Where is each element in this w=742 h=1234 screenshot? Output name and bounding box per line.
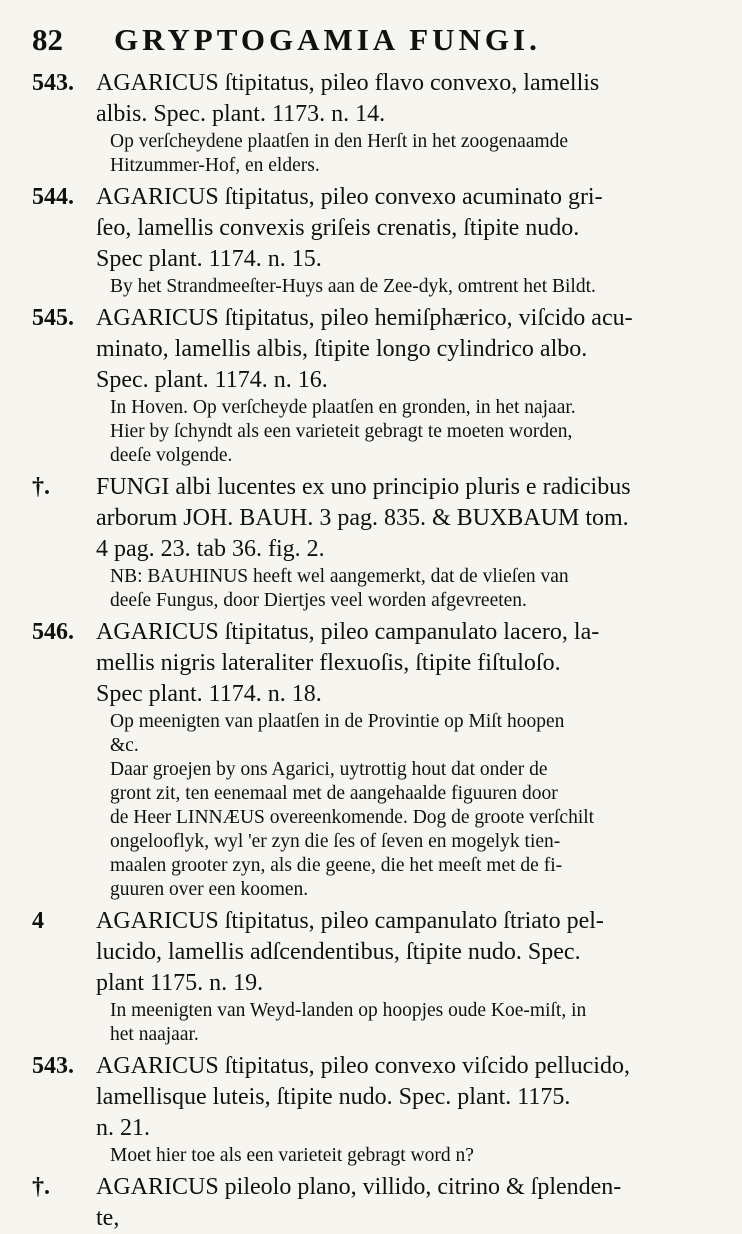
note-line: maalen grooter zyn, als die geene, die het meeſt met de fi- — [110, 855, 563, 876]
note-line: guuren over een koomen. — [110, 879, 309, 900]
entry-number: 4 — [32, 908, 44, 934]
entry-line: lamellisque luteis, ſtipite nudo. Spec. plant. 1175. — [96, 1084, 571, 1110]
entry-line: mellis nigris lateraliter flexuoſis, ſtipite fiſtuloſo. — [96, 650, 561, 676]
species-entry — [32, 617, 698, 710]
entry-note — [32, 999, 698, 1047]
entry-note — [32, 565, 698, 613]
species-entry — [32, 472, 698, 565]
entry-note — [32, 396, 698, 468]
entry-number: 543. — [32, 70, 74, 96]
entry-number: †. — [32, 474, 50, 500]
note-line: deeſe volgende. — [110, 445, 233, 466]
entry-line: plant 1175. n. 19. — [96, 970, 264, 996]
entry-line: n. 21. — [96, 1115, 150, 1141]
entry-line: arborum JOH. BAUH. 3 pag. 835. & BUXBAUM tom. — [96, 505, 629, 531]
species-entry — [32, 1172, 698, 1234]
entry-note — [32, 130, 698, 178]
species-entry — [32, 1051, 698, 1144]
entry-line: te, — [96, 1205, 120, 1231]
entry-number: 543. — [32, 1053, 74, 1079]
entry-number: 545. — [32, 305, 74, 331]
entry-line: Spec plant. 1174. n. 18. — [96, 681, 322, 707]
entry-line: FUNGI albi lucentes ex uno principio pluris e radicibus — [96, 474, 631, 500]
entry-number: 546. — [32, 619, 74, 645]
entry-line: AGARICUS ſtipitatus, pileo campanulato ſtriato pel- — [96, 908, 604, 934]
note-line: deeſe Fungus, door Diertjes veel worden afgevreeten. — [110, 590, 527, 611]
entry-line: AGARICUS ſtipitatus, pileo flavo convexo, lamellis — [96, 70, 600, 96]
note-line: &c. — [110, 735, 139, 756]
entry-line: ſeo, lamellis convexis griſeis crenatis, ſtipite nudo. — [96, 215, 580, 241]
entry-number: 544. — [32, 184, 74, 210]
note-line: gront zit, ten eenemaal met de aangehaalde figuuren door — [110, 783, 558, 804]
entry-note — [32, 1144, 698, 1168]
entry-line: lucido, lamellis adſcendentibus, ſtipite nudo. Spec. — [96, 939, 581, 965]
entries-list — [32, 68, 698, 1234]
entry-line: AGARICUS ſtipitatus, pileo convexo viſcido pellucido, — [96, 1053, 630, 1079]
note-line: Daar groejen by ons Agarici, uytrottig hout dat onder de — [110, 759, 548, 780]
entry-note — [32, 275, 698, 299]
note-line: Hier by ſchyndt als een varieteit gebragt te moeten worden, — [110, 421, 573, 442]
entry-line: AGARICUS ſtipitatus, pileo convexo acuminato gri- — [96, 184, 603, 210]
species-entry — [32, 182, 698, 275]
species-entry — [32, 906, 698, 999]
entry-number: †. — [32, 1174, 50, 1200]
entry-line: Spec plant. 1174. n. 15. — [96, 246, 322, 272]
entry-line: minato, lamellis albis, ſtipite longo cylindrico albo. — [96, 336, 588, 362]
note-line: Op meenigten van plaatſen in de Provintie op Miſt hoopen — [110, 711, 565, 732]
note-line: Moet hier toe als een varieteit gebragt word n? — [110, 1145, 474, 1166]
note-line: Op verſcheydene plaatſen in den Herſt in het zoogenaamde — [110, 131, 569, 152]
page-number: 82 — [32, 22, 63, 57]
entry-line: AGARICUS ſtipitatus, pileo campanulato lacero, la- — [96, 619, 600, 645]
note-line: In Hoven. Op verſcheyde plaatſen en gronden, in het najaar. — [110, 397, 576, 418]
note-line: Hitzummer-Hof, en elders. — [110, 155, 320, 176]
note-line: By het Strandmeeſter-Huys aan de Zee-dyk, omtrent het Bildt. — [110, 276, 596, 297]
entry-note — [32, 710, 698, 902]
note-line: de Heer LINNÆUS overeenkomende. Dog de groote verſchilt — [110, 807, 595, 828]
note-line: ongelooflyk, wyl 'er zyn die ſes of ſeven en mogelyk tien- — [110, 831, 561, 852]
running-header — [32, 22, 698, 58]
running-title: GRYPTOGAMIA FUNGI. — [114, 22, 541, 57]
note-line: NB: BAUHINUS heeft wel aangemerkt, dat de vlieſen van — [110, 566, 569, 587]
species-entry — [32, 303, 698, 396]
species-entry — [32, 68, 698, 130]
entry-line: albis. Spec. plant. 1173. n. 14. — [96, 101, 386, 127]
note-line: het naajaar. — [110, 1024, 199, 1045]
note-line: In meenigten van Weyd-landen op hoopjes oude Koe-miſt, in — [110, 1000, 587, 1021]
entry-line: 4 pag. 23. tab 36. fig. 2. — [96, 536, 325, 562]
entry-line: Spec. plant. 1174. n. 16. — [96, 367, 328, 393]
entry-line: AGARICUS pileolo plano, villido, citrino & ſplenden- — [96, 1174, 622, 1200]
entry-line: AGARICUS ſtipitatus, pileo hemiſphærico, viſcido acu- — [96, 305, 633, 331]
